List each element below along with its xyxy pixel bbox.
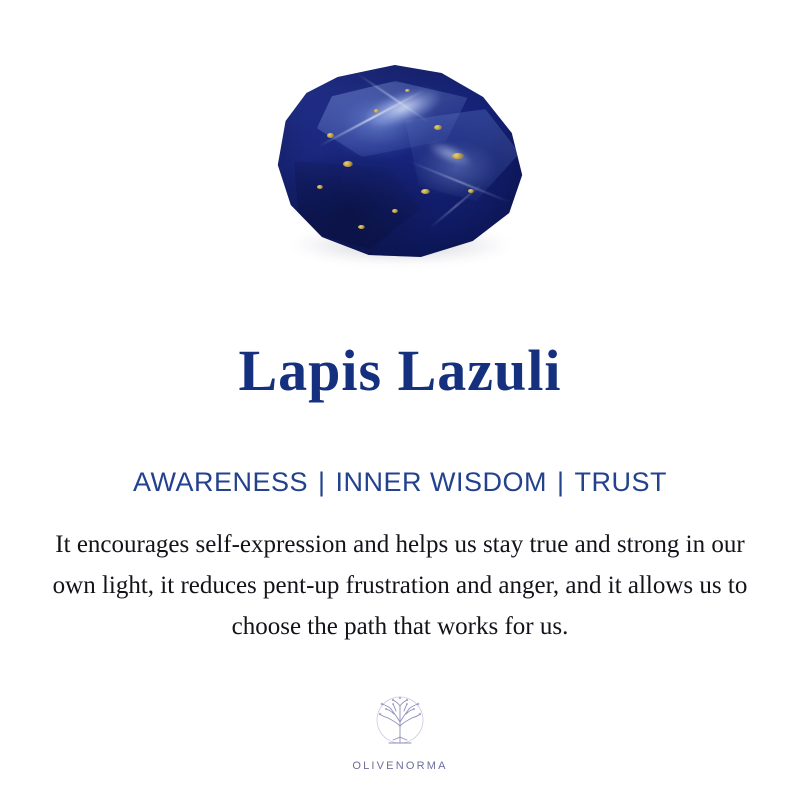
keyword-trust: TRUST <box>574 466 668 497</box>
pyrite-fleck <box>434 125 442 130</box>
keyword-list <box>133 467 667 498</box>
pyrite-fleck <box>343 161 353 167</box>
description-text: It encourages self-expression and helps us stay true and strong in our own light, it reduces pent-up frustration and anger, and it allows us to choose the path that works for us. <box>52 530 748 641</box>
tree-of-life-icon <box>363 692 437 756</box>
brand-name: OLIVENORMA <box>352 760 448 772</box>
pyrite-fleck <box>392 209 398 213</box>
keyword-separator: | <box>318 466 326 497</box>
pyrite-fleck <box>468 189 474 193</box>
stone-highlight <box>361 82 444 135</box>
lapis-lazuli-stone-icon <box>270 65 530 275</box>
stone-image-area <box>0 0 800 330</box>
calcite-vein <box>428 183 483 230</box>
pyrite-fleck <box>358 225 365 229</box>
stone-highlight-secondary <box>424 136 475 172</box>
pyrite-fleck <box>452 153 464 159</box>
pyrite-fleck <box>421 189 430 194</box>
page-title: Lapis Lazuli <box>238 338 562 403</box>
pyrite-fleck <box>317 185 323 189</box>
pyrite-fleck <box>374 109 379 113</box>
keyword-awareness: AWARENESS <box>132 466 308 497</box>
keyword-inner-wisdom: INNER WISDOM <box>335 466 548 497</box>
keyword-separator: | <box>557 466 565 497</box>
brand-logo <box>0 692 800 772</box>
